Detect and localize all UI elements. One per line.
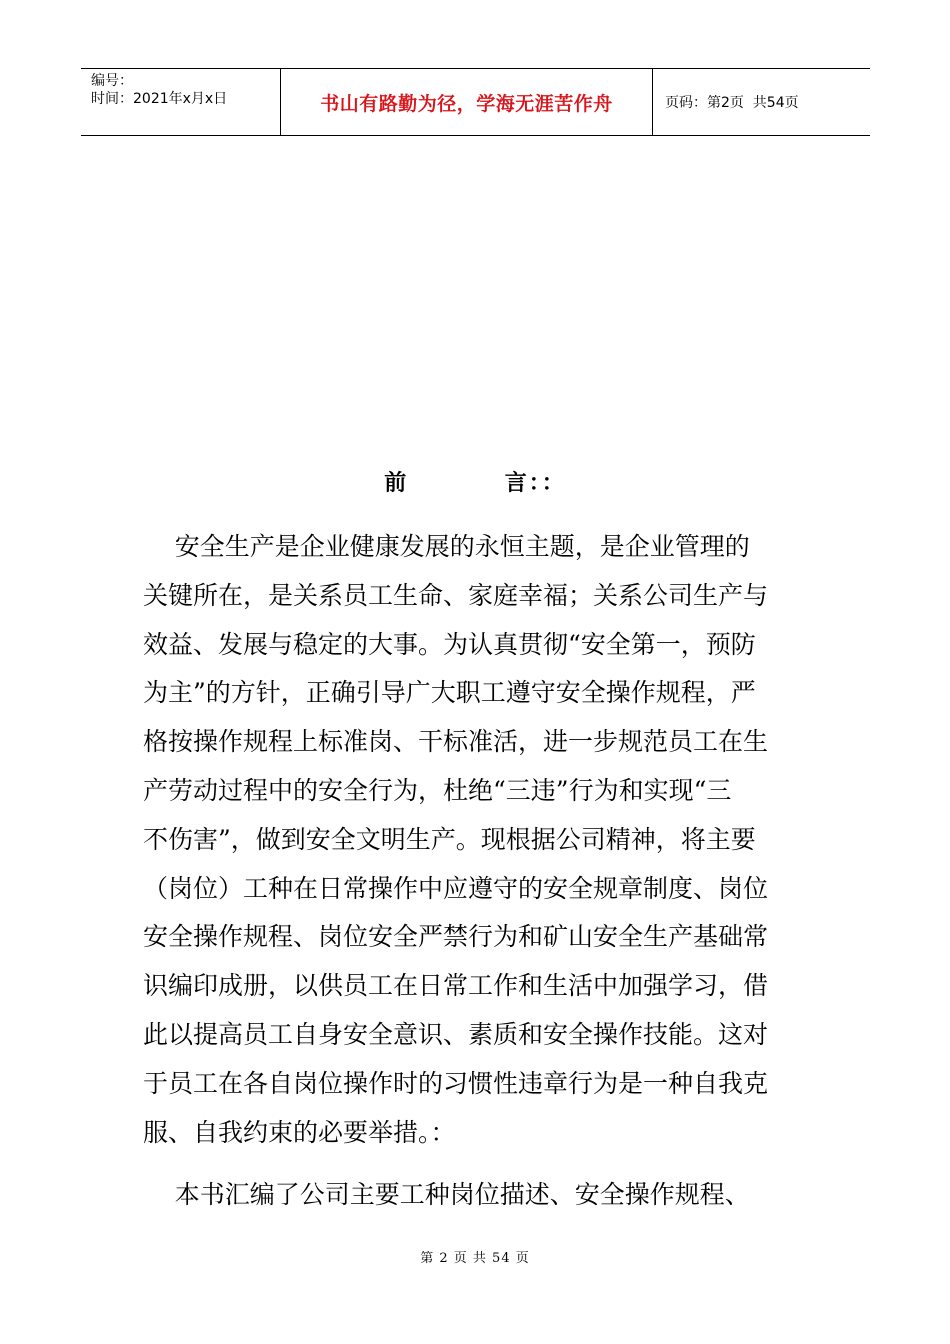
- text-line: 产劳动过程中的安全行为，杜绝“三违”行为和实现“三: [143, 775, 732, 805]
- text-line: 安全操作规程、岗位安全严禁行为和矿山安全生产基础常: [143, 922, 769, 952]
- date-label: 时间：2021年x月x日: [91, 91, 228, 107]
- header-page-info: [653, 69, 870, 135]
- text-line: 格按操作规程上标准岗、干标准活，进一步规范员工在生: [143, 727, 769, 757]
- text-line: 不伤害”，做到安全文明生产。现根据公司精神，将主要: [143, 824, 756, 854]
- page-info-text: 页码：第2页 共54页: [665, 95, 799, 111]
- text-line: 为主”的方针，正确引导广大职工遵守安全操作规程，严: [143, 678, 756, 708]
- header-meta: [81, 69, 281, 135]
- text-line: （岗位）工种在日常操作中应遵守的安全规章制度、岗位: [143, 873, 769, 903]
- paragraph-1: [143, 527, 808, 1161]
- document-body: [143, 527, 808, 1224]
- text-line: 识编印成册，以供员工在日常工作和生活中加强学习，借: [143, 971, 769, 1001]
- page-footer: 第 2 页 共 54 页: [420, 1251, 530, 1266]
- paragraph-2: [143, 1175, 808, 1224]
- text-line: 服、自我约束的必要举措。：: [143, 1117, 456, 1147]
- serial-number-label: 编号：: [91, 73, 133, 89]
- header-motto: 书山有路勤为径，学海无涯苦作舟: [281, 69, 653, 135]
- text-line: 于员工在各自岗位操作时的习惯性违章行为是一种自我克: [143, 1068, 769, 1098]
- text-line: 安全生产是企业健康发展的永恒主题，是企业管理的: [143, 532, 750, 561]
- text-line: 关键所在，是关系员工生命、家庭幸福；关系公司生产与: [143, 580, 769, 610]
- page-header: [81, 68, 870, 136]
- text-line: 效益、发展与稳定的大事。为认真贯彻“安全第一，预防: [143, 629, 756, 659]
- text-line: 本书汇编了公司主要工种岗位描述、安全操作规程、: [143, 1180, 750, 1210]
- paragraph-gap: [143, 1161, 808, 1175]
- section-title: 前 言：：: [384, 471, 566, 496]
- text-line: 此以提高员工自身安全意识、素质和安全操作技能。这对: [143, 1019, 769, 1049]
